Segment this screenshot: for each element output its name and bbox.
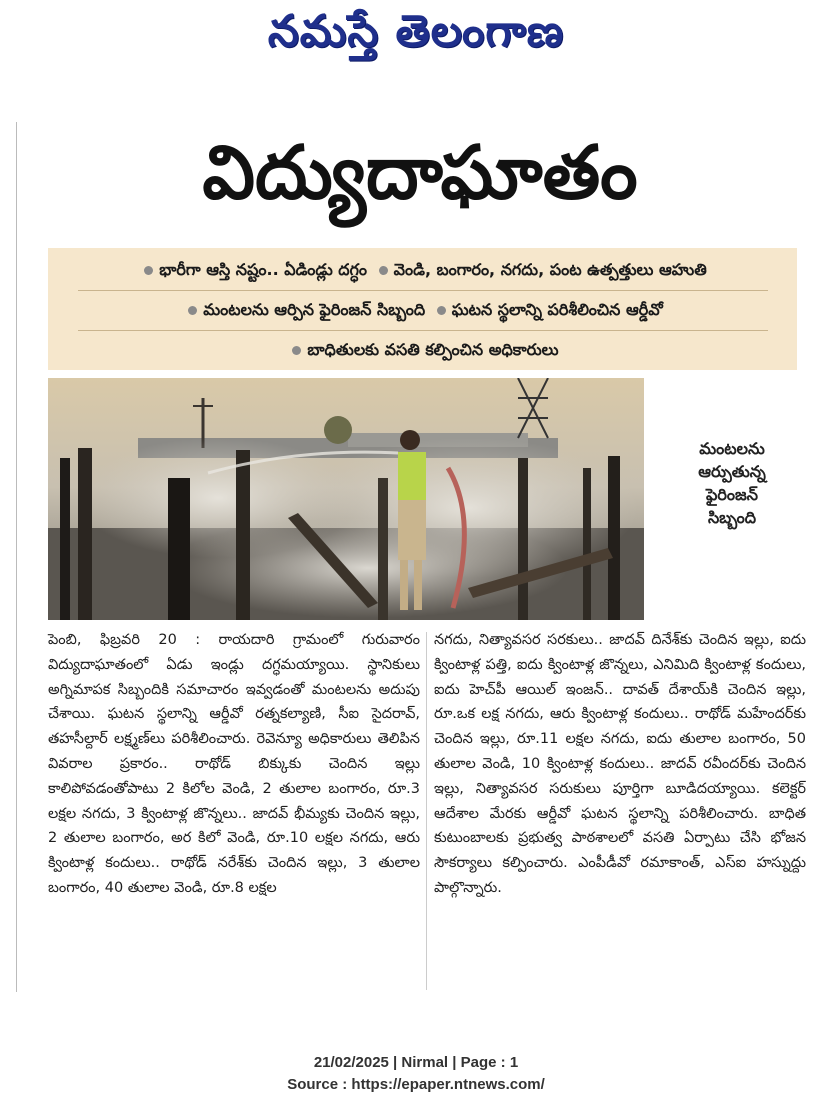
article-body-column-1: పెంబి, ఫిబ్రవరి 20 : రాయదారి గ్రామంలో గురువారం విద్యుదాఘాతంలో ఏడు ఇండ్లు దగ్ధమయ్యాయి. స్థానికులు అగ్నిమాపక సిబ్బందికి సమాచారం ఇవ్వడంతో మంటలను అదుపు చేశాయి. ఘటన స్థలాన్ని ఆర్డీవో రత్నకల్యాణి, సీఐ సైదరావ్, తహసీల్దార్ లక్ష్మణ్‌లు పరిశీలించారు. రెవెన్యూ అధికారులు తెలిపిన వివరాల ప్రకారం.. రాథోడ్ బిక్కుకు చెందిన ఇల్లు కాలిపోవడంతోపాటు 2 కిలోల వెండి, 2 తులాల బంగారం, రూ.3 లక్షల నగదు, 3 క్వింటాళ్ల జొన్నలు.. జాదవ్ భీమ్యకు చెందిన ఇల్లు, 2 తులాల బంగారం, అర కిలో వెండి, రూ.10 లక్షల నగదు, ఆరు క్వింటాళ్ల కందులు.. రాథోడ్ నరేశ్‌కు చెందిన ఇల్లు, 3 తులాల బంగారం, 40 తులాల వెండి, రూ.8 లక్షల [48,632,420,896]
highlight-item: బాధితులకు వసతి కల్పించిన అధికారులు [307,340,559,359]
page-divider [16,122,17,992]
fire-photo [48,378,644,620]
divider [78,290,768,291]
caption-line: ఆర్పుతున్న [698,462,766,481]
edition-line: 21/02/2025 | Nirmal | Page : 1 [313,1054,519,1071]
masthead [0,0,832,80]
highlight-row-3 [48,340,797,363]
highlight-item: ఘటన స్థలాన్ని పరిశీలించిన ఆర్డీవో [451,300,663,319]
caption-line: సిబ్బంది [707,508,757,527]
highlight-row-1 [48,260,797,283]
highlight-item: మంటలను ఆర్పిన ఫైరింజన్ సిబ్బంది [203,300,426,319]
bullet-icon [144,266,153,275]
photo-caption [672,437,792,529]
newspaper-logo: నమస్తే తెలంగాణ [267,6,565,57]
highlight-item: భారీగా ఆస్తి నష్టం.. ఏడిండ్లు దగ్ధం [159,260,368,279]
article-headline: విద్యుదాఘాతం [202,130,638,216]
article-body-column-2: నగదు, నిత్యావసర సరకులు.. జాదవ్ దినేశ్‌కు చెందిన ఇల్లు, ఐదు క్వింటాళ్ల పత్తి, ఐదు క్వింటాళ్ల జొన్నలు, ఎనిమిది క్వింటాళ్ల కందులు, ఐదు హెచ్‌పీ ఆయిల్ ఇంజన్.. దావత్ దేశాయ్‌కి చెందిన ఇల్లు, రూ.ఒక లక్ష నగదు, ఆరు క్వింటాళ్ల కందులు.. రాథోడ్ మహేందర్‌కు చెందిన ఇల్లు, రూ.11 లక్షల నగదు, ఐదు తులాల బంగారం, 50 తులాల వెండి, 10 క్వింటాళ్ల కందులు.. జాదవ్ రవీందర్‌కు చెందిన ఇల్లు, నిత్యావసర సరుకులు పూర్తిగా బూడిదయ్యాయి. కలెక్టర్ ఆదేశాల మేరకు ఆర్డీవో ఘటన స్థలాన్ని పరిశీలించారు. బాధిత కుటుంబాలకు ప్రభుత్వ పాఠశాలలో వసతి ఏర్పాటు చేసి భోజన సౌకర్యాలు కల్పించారు. ఎంపీడీవో రమాకాంత్, ఎస్ఐ హస్నుద్దు పాల్గొన్నారు. [434,632,806,896]
highlight-row-2 [48,300,797,323]
caption-line: మంటలను [699,439,765,458]
bullet-icon [437,306,446,315]
caption-line: ఫైరింజన్ [706,485,758,504]
bullet-icon [188,306,197,315]
highlight-item: వెండి, బంగారం, నగదు, పంట ఉత్పత్తులు ఆహుతి [393,260,707,279]
bullet-icon [292,346,301,355]
bullet-icon [379,266,388,275]
column-divider [426,632,427,990]
page-footer [0,1052,832,1096]
highlights-box [48,248,797,370]
source-line: Source : https://epaper.ntnews.com/ [287,1076,545,1093]
divider [78,330,768,331]
